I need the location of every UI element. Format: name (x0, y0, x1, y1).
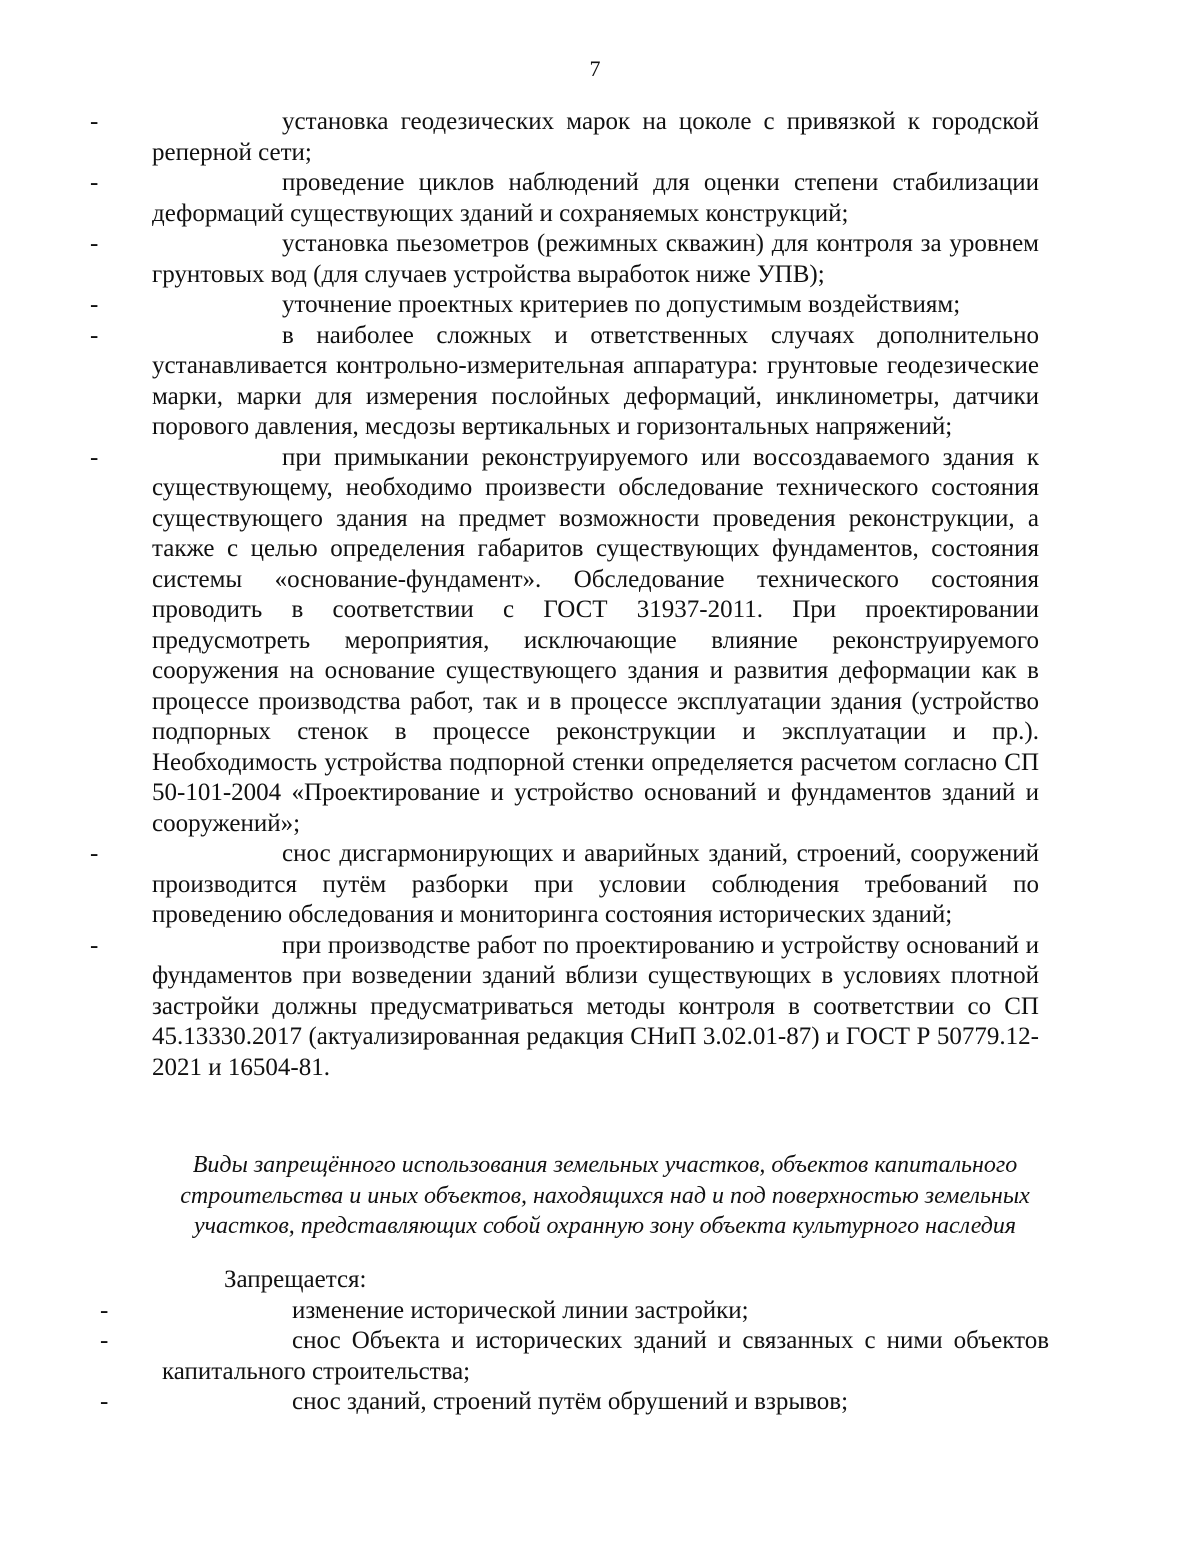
prohibited-section (100, 1265, 1049, 1418)
list-item (90, 931, 1039, 1084)
list-item (90, 321, 1039, 443)
list-item-text: изменение исторической линии застройки; (292, 1296, 749, 1324)
list-item (90, 443, 1039, 840)
list-item (90, 168, 1039, 229)
list-item-text: в наиболее сложных и ответственных случаях дополнительно устанавливается контрольно-измерительная аппаратура: грунтовые геодезические марки, марки для измерения послойных деформаций, инклинометры, датчики порового давления, месдозы вертикальных и горизонтальных напряжений; (152, 321, 1039, 440)
list-item (90, 290, 1039, 321)
list-item-text: при производстве работ по проектированию и устройству оснований и фундаментов при возведении зданий вблизи существующих в условиях плотной застройки должны предусматриваться методы контроля в соответствии со СП 45.13330.2017 (актуализированная редакция СНиП 3.02.01-87) и ГОСТ Р 50779.12-2021 и 16504-81. (152, 931, 1039, 1081)
list-item-text: установка геодезических марок на цоколе с привязкой к городской реперной сети; (152, 108, 1039, 166)
bullet-dash: - (90, 931, 99, 959)
bullet-dash: - (90, 443, 99, 471)
list-item (90, 229, 1039, 290)
list-item (100, 1326, 1049, 1387)
page-number: 7 (589, 56, 601, 81)
list-item (100, 1387, 1049, 1418)
bullet-dash: - (100, 1388, 109, 1415)
list-item-text: снос Объекта и исторических зданий и связанных с ними объектов капитального строительства; (162, 1327, 1049, 1385)
bullet-dash: - (90, 230, 99, 257)
bullet-dash: - (90, 169, 99, 196)
section-heading: Виды запрещённого использования земельных участков, объектов капитального строительства и иных объектов, находящихся над и под поверхностью земельных участков, представляющих собой охранную зону объекта культурного наследия (180, 1152, 1030, 1239)
bullet-dash: - (90, 108, 99, 135)
list-item-text: снос дисгармонирующих и аварийных зданий, строений, сооружений производится путём разборки при условии соблюдения требований по проведению обследования и мониторинга состояния исторических зданий; (152, 840, 1039, 928)
bullet-dash: - (90, 840, 99, 867)
list-item (100, 1296, 1049, 1327)
list-item (90, 839, 1039, 931)
bullet-dash: - (90, 291, 99, 318)
bullet-dash: - (100, 1327, 109, 1354)
list-item-text: проведение циклов наблюдений для оценки степени стабилизации деформаций существующих зданий и сохраняемых конструкций; (152, 169, 1039, 227)
prohibited-intro: Запрещается: (224, 1266, 367, 1293)
list-item-text: уточнение проектных критериев по допустимым воздействиям; (282, 291, 961, 318)
list-item (90, 107, 1039, 168)
requirements-list (90, 107, 1039, 1083)
list-item-text: при примыкании реконструируемого или воссоздаваемого здания к существующему, необходимо произвести обследование технического состояния существующего здания на предмет возможности проведения реконструкции, а также с целью определения габаритов существующих фундаментов, состояния системы «основание-фундамент». Обследование технического состояния проводить в соответствии с ГОСТ 31937-2011. При проектировании предусмотреть мероприятия, исключающие влияние реконструируемого сооружения на основание существующего здания и развития деформации как в процессе производства работ, так и в процессе эксплуатации здания (устройство подпорных стенок в процессе реконструкции и эксплуатации и пр.). Необходимость устройства подпорной стенки определяется расчетом согласно СП 50-101-2004 «Проектирование и устройство оснований и фундаментов зданий и сооружений»; (152, 443, 1039, 837)
bullet-dash: - (100, 1296, 109, 1324)
bullet-dash: - (90, 321, 99, 349)
list-item-text: снос зданий, строений путём обрушений и взрывов; (292, 1388, 849, 1415)
list-item-text: установка пьезометров (режимных скважин) для контроля за уровнем грунтовых вод (для случаев устройства выработок ниже УПВ); (152, 230, 1039, 288)
